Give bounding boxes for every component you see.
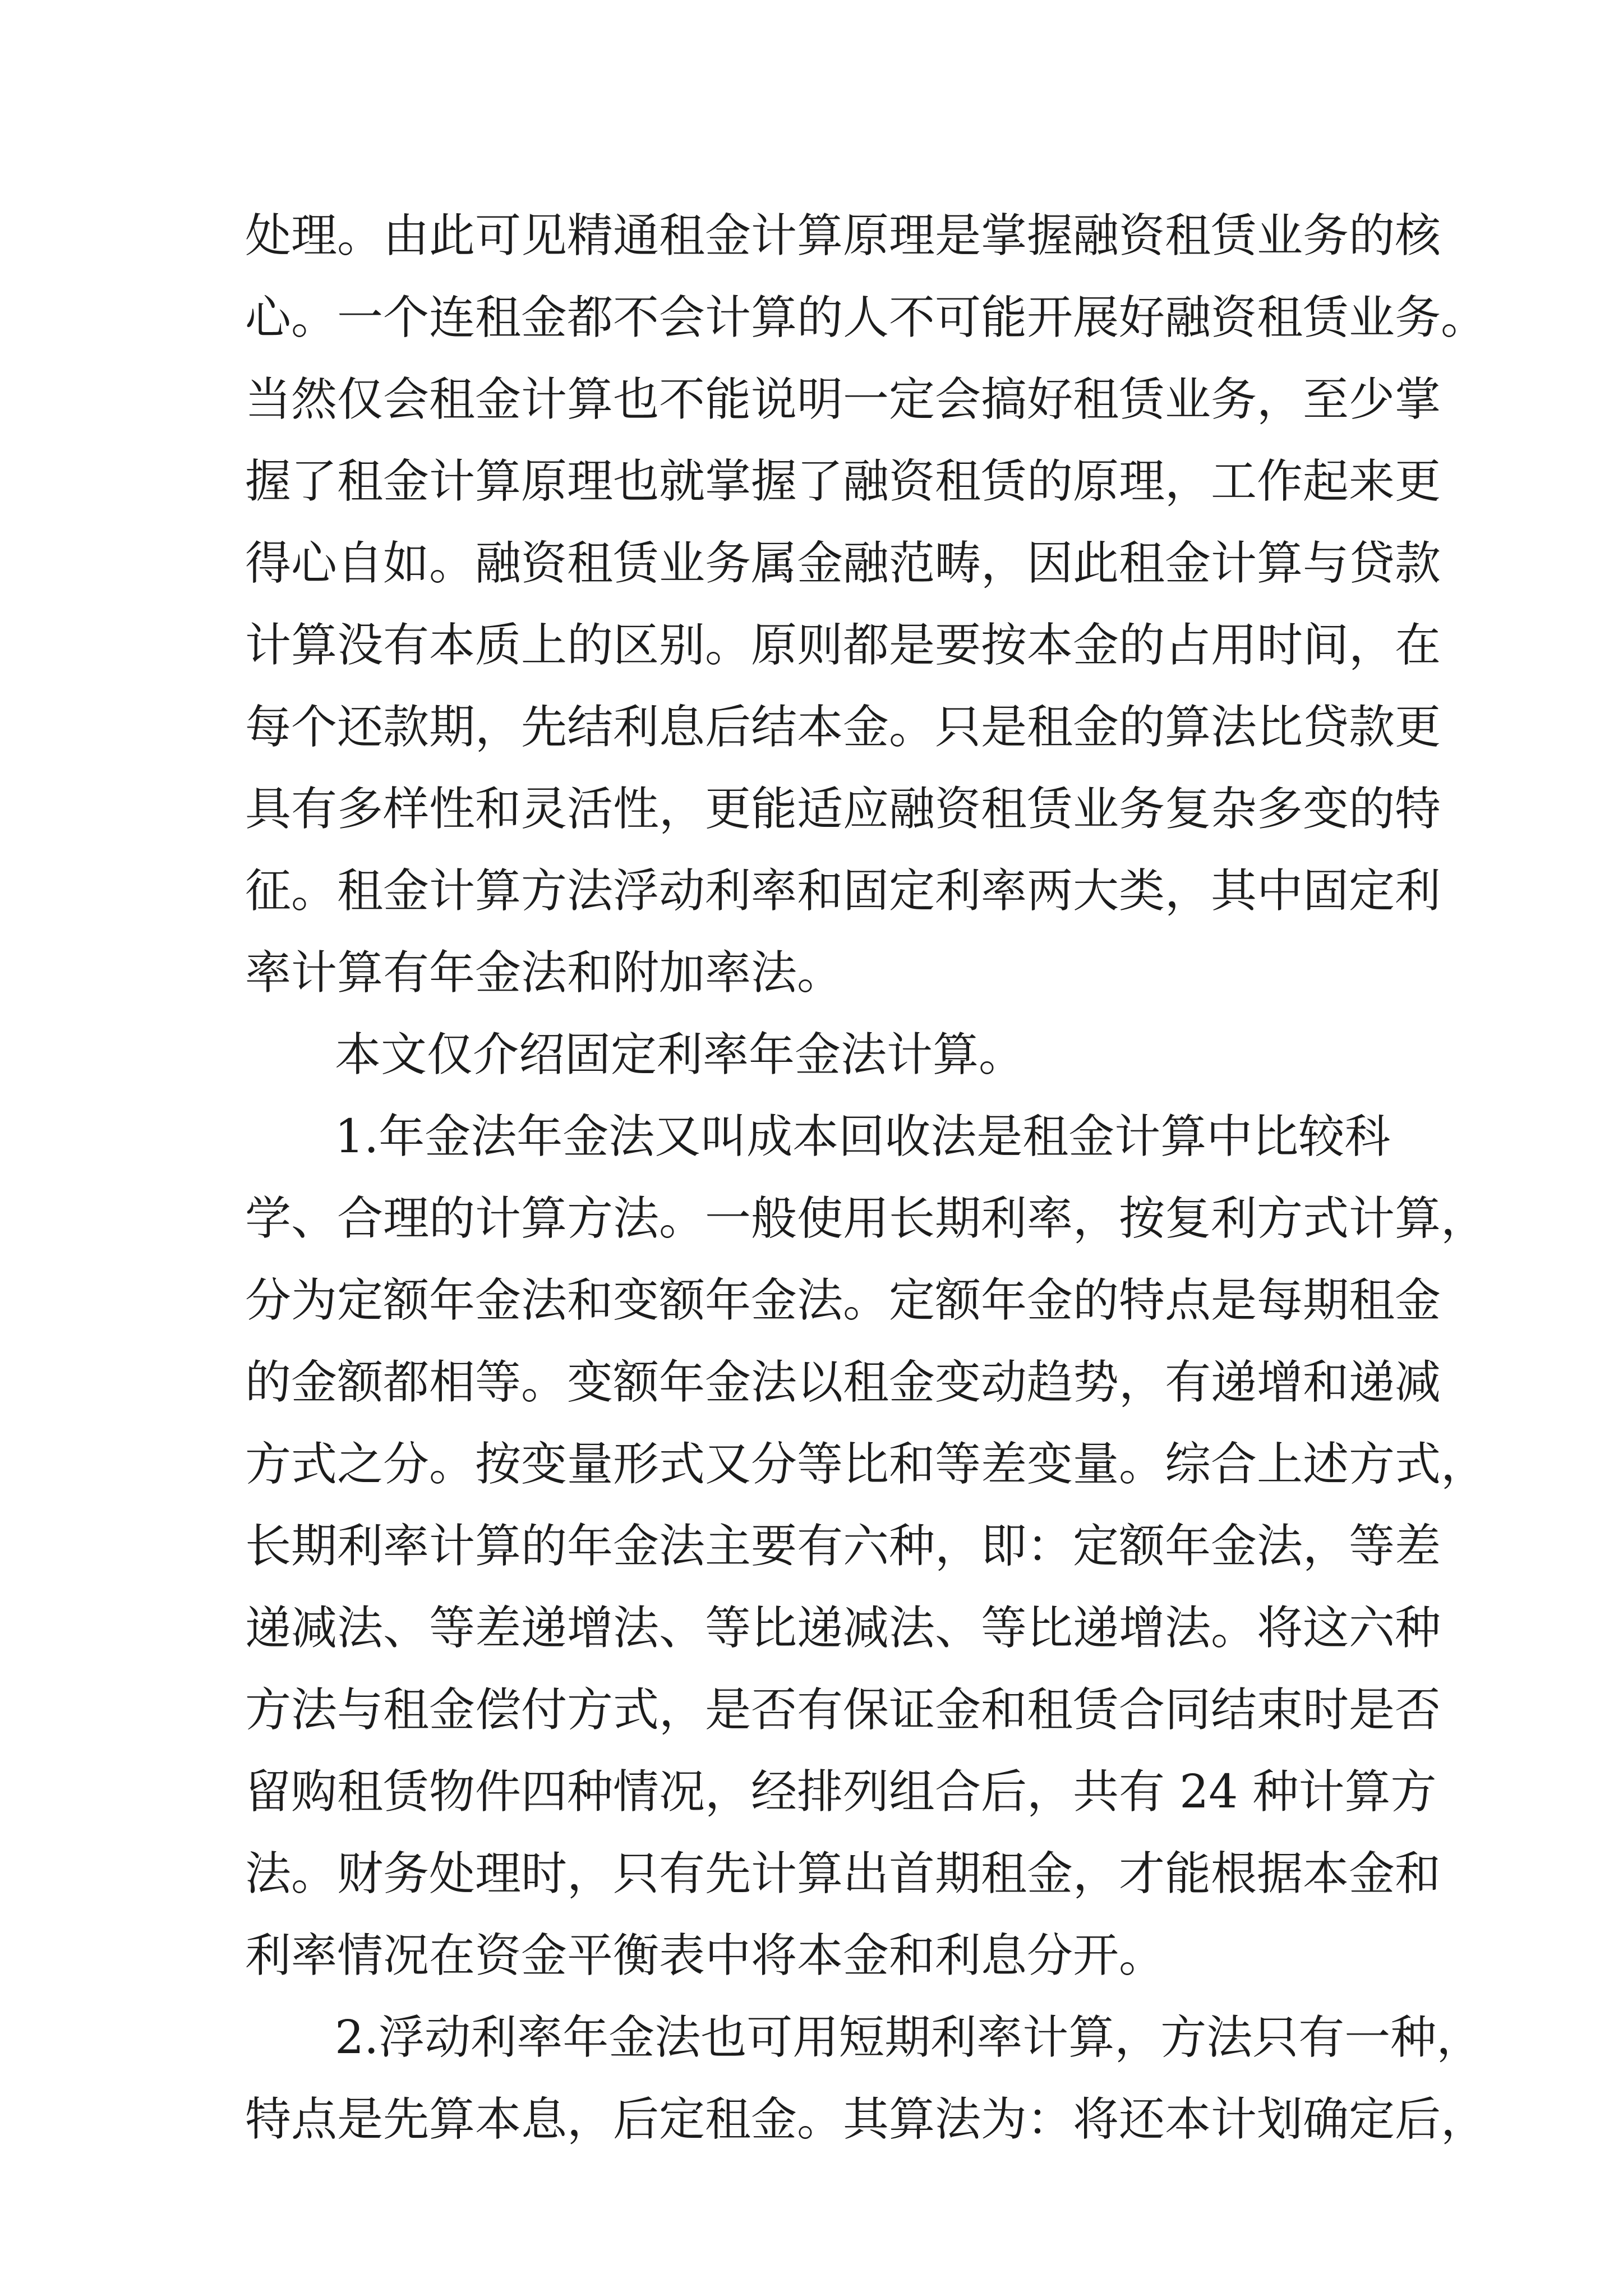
- paragraph-first-line: 本文仅介绍固定利率年金法计算。: [335, 1028, 1025, 1082]
- text-line: 每个还款期，先结利息后结本金。只是租金的算法比贷款更: [245, 701, 1441, 754]
- text-line: 长期利率计算的年金法主要有六种，即：定额年金法，等差: [245, 1520, 1441, 1573]
- text-line: 递减法、等差递增法、等比递减法、等比递增法。将这六种: [245, 1602, 1441, 1655]
- text-line: 得心自如。融资租赁业务属金融范畴，因此租金计算与贷款: [245, 537, 1441, 590]
- text-line: 分为定额年金法和变额年金法。定额年金的特点是每期租金: [245, 1274, 1441, 1327]
- paragraph-first-line: 1.年金法年金法又叫成本回收法是租金计算中比较科: [335, 1110, 1391, 1163]
- text-line: 率计算有年金法和附加率法。: [245, 946, 843, 1000]
- text-line: 处理。由此可见精通租金计算原理是掌握融资租赁业务的核: [245, 209, 1441, 263]
- text-line: 利率情况在资金平衡表中将本金和利息分开。: [245, 1929, 1165, 1982]
- text-line: 留购租赁物件四种情况，经排列组合后，共有 24 种计算方: [245, 1765, 1437, 1819]
- text-line: 的金额都相等。变额年金法以租金变动趋势，有递增和递减: [245, 1356, 1441, 1409]
- text-line: 方式之分。按变量形式又分等比和等差变量。综合上述方式，: [245, 1438, 1487, 1491]
- text-line: 征。租金计算方法浮动利率和固定利率两大类，其中固定利: [245, 864, 1441, 918]
- text-line: 学、合理的计算方法。一般使用长期利率，按复利方式计算，: [245, 1192, 1487, 1245]
- text-line: 法。财务处理时，只有先计算出首期租金，才能根据本金和: [245, 1847, 1441, 1901]
- text-line: 计算没有本质上的区别。原则都是要按本金的占用时间，在: [245, 619, 1441, 672]
- text-line: 当然仅会租金计算也不能说明一定会搞好租赁业务，至少掌: [245, 373, 1441, 426]
- text-line: 握了租金计算原理也就掌握了融资租赁的原理，工作起来更: [245, 455, 1441, 508]
- text-line: 特点是先算本息，后定租金。其算法为：将还本计划确定后，: [245, 2093, 1487, 2146]
- text-line: 心。一个连租金都不会计算的人不可能开展好融资租赁业务。: [245, 291, 1487, 344]
- paragraph-first-line: 2.浮动利率年金法也可用短期利率计算，方法只有一种，: [335, 2011, 1483, 2064]
- text-line: 具有多样性和灵活性，更能适应融资租赁业务复杂多变的特: [245, 783, 1441, 836]
- text-line: 方法与租金偿付方式，是否有保证金和租赁合同结束时是否: [245, 1683, 1441, 1737]
